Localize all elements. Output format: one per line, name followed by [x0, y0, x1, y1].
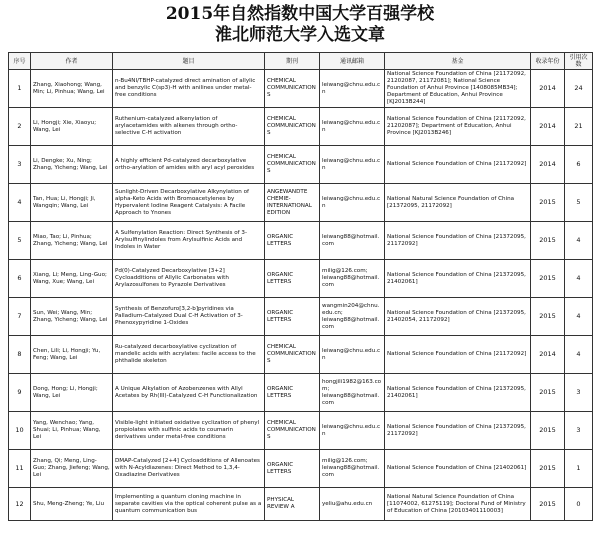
cell-year: 2015	[531, 298, 565, 336]
cell-no: 10	[9, 412, 31, 450]
cell-cites: 1	[565, 450, 593, 488]
cell-fund: National Science Foundation of China [21172092]	[385, 336, 531, 374]
cell-cites: 3	[565, 412, 593, 450]
cell-authors: Chen, Lili; Li, Hongji; Yu, Feng; Wang, Lei	[31, 336, 113, 374]
table-row	[9, 108, 593, 146]
cell-email: leiwang@chnu.edu.cn	[320, 412, 385, 450]
cell-title: Ruthenium-catalyzed alkenylation of arylacetamides with alkenes through ortho-selective C-H activation	[113, 108, 265, 146]
cell-journal: ORGANIC LETTERS	[265, 298, 320, 336]
cell-email: leiwang@chnu.edu.cn	[320, 70, 385, 108]
cell-fund: National Science Foundation of China [21402061]	[385, 450, 531, 488]
cell-title: A Unique Alkylation of Azobenzenes with Allyl Acetates by Rh(III)-Catalyzed C-H Functionalization	[113, 374, 265, 412]
cell-cites: 3	[565, 374, 593, 412]
col-header-fund: 基金	[385, 53, 531, 70]
cell-year: 2015	[531, 450, 565, 488]
cell-authors: Zhang, Qi; Meng, Ling-Guo; Zhang, Jiefeng; Wang, Lei	[31, 450, 113, 488]
cell-year: 2015	[531, 374, 565, 412]
cell-title: Visible-light initiated oxidative cyclization of phenyl propiolates with sulfinic acids to coumarin derivatives under metal-free conditions	[113, 412, 265, 450]
table-row	[9, 222, 593, 260]
cell-year: 2015	[531, 222, 565, 260]
table-row	[9, 412, 593, 450]
cell-journal: CHEMICAL COMMUNICATIONS	[265, 412, 320, 450]
col-header-title: 题目	[113, 53, 265, 70]
cell-journal: CHEMICAL COMMUNICATIONS	[265, 70, 320, 108]
cell-year: 2014	[531, 146, 565, 184]
table-row	[9, 260, 593, 298]
cell-title: Ru-catalyzed decarboxylative cyclization of mandelic acids with acrylates: facile access to the phthalide skeleton	[113, 336, 265, 374]
table-row	[9, 488, 593, 521]
table-row	[9, 70, 593, 108]
cell-title: n-Bu4NI/TBHP-catalyzed direct amination of allylic and benzylic C(sp3)-H with anilines under metal-free conditions	[113, 70, 265, 108]
cell-fund: National Science Foundation of China [21372095, 21402061]	[385, 260, 531, 298]
cell-email: leiwang@chnu.edu.cn	[320, 108, 385, 146]
page-subtitle: 淮北师范大学入选文章	[215, 25, 385, 45]
cell-year: 2015	[531, 260, 565, 298]
cell-journal: ORGANIC LETTERS	[265, 450, 320, 488]
cell-year: 2014	[531, 70, 565, 108]
table-row	[9, 298, 593, 336]
table-header-row	[9, 53, 593, 70]
cell-fund: National Science Foundation of China [21172092, 21202087]; Department of Education, Anhui Province [KJ2013B246]	[385, 108, 531, 146]
col-header-email: 通讯邮箱	[320, 53, 385, 70]
cell-title: DMAP-Catalyzed [2+4] Cycloadditions of Allenoates with N-Acyldiazenes: Direct Method to 1,3,4-Oxadiazine Derivatives	[113, 450, 265, 488]
page-title: 2015年自然指数中国大学百强学校	[165, 4, 435, 24]
cell-title: Sunlight-Driven Decarboxylative Alkynylation of alpha-Keto Acids with Bromoacetylenes by Hypervalent Iodine Reagent Catalysis: A Facile Approach to Ynones	[113, 184, 265, 222]
cell-cites: 4	[565, 336, 593, 374]
cell-year: 2015	[531, 184, 565, 222]
cell-journal: ORGANIC LETTERS	[265, 222, 320, 260]
cell-year: 2014	[531, 108, 565, 146]
cell-fund: National Science Foundation of China [21172092, 21202087, 21172081]; National Science Foundation of Anhui Province [1408085MB34]; Department of Education, Anhui Province [KJ2013B244]	[385, 70, 531, 108]
cell-authors: Zhang, Xiaohong; Wang, Min; Li, Pinhua; Wang, Lei	[31, 70, 113, 108]
cell-authors: Li, Hongji; Xie, Xiaoyu; Wang, Lei	[31, 108, 113, 146]
cell-journal: ORGANIC LETTERS	[265, 260, 320, 298]
cell-email: leiwang88@hotmail.com	[320, 222, 385, 260]
cell-journal: CHEMICAL COMMUNICATIONS	[265, 146, 320, 184]
cell-fund: National Science Foundation of China [21372095, 21402054, 21172092]	[385, 298, 531, 336]
cell-no: 11	[9, 450, 31, 488]
table-row	[9, 336, 593, 374]
cell-no: 4	[9, 184, 31, 222]
cell-cites: 6	[565, 146, 593, 184]
cell-fund: National Science Foundation of China [21172092]	[385, 146, 531, 184]
cell-cites: 24	[565, 70, 593, 108]
cell-cites: 5	[565, 184, 593, 222]
col-header-journal: 期刊	[265, 53, 320, 70]
cell-cites: 21	[565, 108, 593, 146]
cell-journal: ANGEWANDTE CHEMIE-INTERNATIONAL EDITION	[265, 184, 320, 222]
cell-email: hongjili1982@163.com; leiwang88@hotmail.com	[320, 374, 385, 412]
articles-table	[8, 52, 593, 521]
cell-fund: National Natural Science Foundation of China [11074002, 61275119]; Doctoral Fund of Ministry of Education of China [20103401110003]	[385, 488, 531, 521]
cell-authors: Sun, Wei; Wang, Min; Zhang, Yicheng; Wang, Lei	[31, 298, 113, 336]
cell-cites: 0	[565, 488, 593, 521]
table-row	[9, 374, 593, 412]
table-row	[9, 146, 593, 184]
cell-fund: National Science Foundation of China [21372095, 21172092]	[385, 412, 531, 450]
cell-email: yeliu@ahu.edu.cn	[320, 488, 385, 521]
cell-title: Synthesis of Benzofuro[3,2-b]pyridines via Palladium-Catalyzed Dual C-H Activation of 3-Phenoxypyridine 1-Oxides	[113, 298, 265, 336]
cell-no: 6	[9, 260, 31, 298]
table-row	[9, 450, 593, 488]
cell-email: leiwang@chnu.edu.cn	[320, 336, 385, 374]
cell-no: 8	[9, 336, 31, 374]
cell-no: 3	[9, 146, 31, 184]
cell-fund: National Science Foundation of China [21372095, 21172092]	[385, 222, 531, 260]
cell-email: milig@126.com; leiwang88@hotmail.com	[320, 450, 385, 488]
cell-authors: Li, Dengke; Xu, Ning; Zhang, Yicheng; Wang, Lei	[31, 146, 113, 184]
cell-title: Pd(0)-Catalyzed Decarboxylative [3+2] Cycloadditions of Allylic Carbonates with Arylazosulfones to Pyrazole Derivatives	[113, 260, 265, 298]
cell-cites: 4	[565, 222, 593, 260]
cell-no: 7	[9, 298, 31, 336]
cell-no: 2	[9, 108, 31, 146]
cell-year: 2015	[531, 488, 565, 521]
cell-cites: 4	[565, 298, 593, 336]
cell-no: 1	[9, 70, 31, 108]
cell-authors: Tan, Hua; Li, Hongji; Ji, Wangqin; Wang, Lei	[31, 184, 113, 222]
cell-email: leiwang@chnu.edu.cn	[320, 184, 385, 222]
cell-journal: CHEMICAL COMMUNICATIONS	[265, 108, 320, 146]
cell-authors: Dong, Hong; Li, Hongji; Wang, Lei	[31, 374, 113, 412]
cell-authors: Miao, Tao; Li, Pinhua; Zhang, Yicheng; Wang, Lei	[31, 222, 113, 260]
cell-authors: Shu, Meng-Zheng; Ye, Liu	[31, 488, 113, 521]
cell-journal: PHYSICAL REVIEW A	[265, 488, 320, 521]
cell-fund: National Science Foundation of China [21372095, 21402061]	[385, 374, 531, 412]
table-row	[9, 184, 593, 222]
cell-authors: Xiang, Li; Meng, Ling-Guo; Wang, Xue; Wang, Lei	[31, 260, 113, 298]
cell-fund: National Natural Science Foundation of China [21372095, 21172092]	[385, 184, 531, 222]
col-header-authors: 作者	[31, 53, 113, 70]
cell-email: leiwang@chnu.edu.cn	[320, 146, 385, 184]
cell-title: A Sulfenylation Reaction: Direct Synthesis of 3-Arylsulfinylindoles from Arylsulfinic Acids and Indoles in Water	[113, 222, 265, 260]
cell-email: wangmin204@chnu.edu.cn; leiwang88@hotmail.com	[320, 298, 385, 336]
cell-year: 2014	[531, 336, 565, 374]
cell-journal: ORGANIC LETTERS	[265, 374, 320, 412]
cell-no: 9	[9, 374, 31, 412]
cell-no: 5	[9, 222, 31, 260]
cell-authors: Yang, Wenchao; Yang, Shuai; Li, Pinhua; Wang, Lei	[31, 412, 113, 450]
cell-title: A highly efficient Pd-catalyzed decarboxylative ortho-arylation of amides with aryl acyl peroxides	[113, 146, 265, 184]
cell-year: 2015	[531, 412, 565, 450]
col-header-year: 收录年份	[531, 53, 565, 70]
col-header-no: 序号	[9, 53, 31, 70]
cell-journal: CHEMICAL COMMUNICATIONS	[265, 336, 320, 374]
cell-cites: 4	[565, 260, 593, 298]
cell-title: Implementing a quantum cloning machine in separate cavities via the optical coherent pulse as a quantum communication bus	[113, 488, 265, 521]
col-header-cites: 引用次数	[565, 53, 593, 70]
cell-email: milig@126.com; leiwang88@hotmail.com	[320, 260, 385, 298]
cell-no: 12	[9, 488, 31, 521]
